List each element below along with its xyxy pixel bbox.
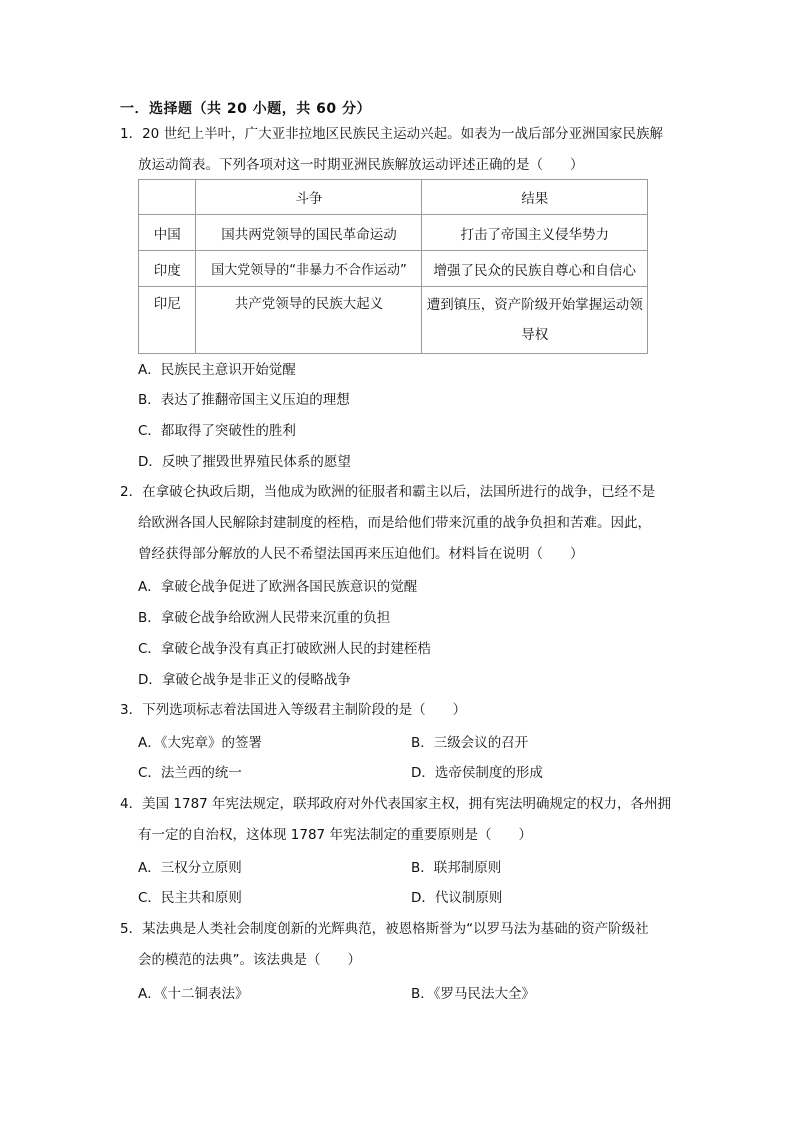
table-cell-struggle: 国大党领导的“非暴力不合作运动” [196, 251, 422, 287]
question-5-stem [120, 914, 649, 976]
option-b: B．拿破仑战争给欧洲人民带来沉重的负担 [138, 610, 391, 626]
movement-table [138, 179, 648, 354]
section-title: 一．选择题（共 20 小题，共 60 分） [120, 101, 371, 117]
table-cell-struggle: 共产党领导的民族大起义 [196, 287, 422, 354]
option-c: C．都取得了突破性的胜利 [138, 423, 296, 439]
option-d: D．代议制原则 [411, 890, 503, 906]
question-number: 1． [120, 126, 143, 142]
question-1-stem [120, 119, 663, 181]
table-header-cell [139, 180, 196, 215]
question-number: 2． [120, 484, 143, 500]
table-header-row [139, 180, 648, 215]
option-a: A．《十二铜表法》 [138, 986, 249, 1002]
question-2-stem [120, 477, 655, 570]
table-cell-result: 增强了民众的民族自尊心和自信心 [422, 251, 648, 287]
option-a: A．拿破仑战争促进了欧洲各国民族意识的觉醒 [138, 579, 418, 595]
option-b: B．表达了推翻帝国主义压迫的理想 [138, 392, 350, 408]
table-row [139, 287, 648, 354]
option-b: B．联邦制原则 [411, 860, 502, 876]
option-a: A．三权分立原则 [138, 860, 242, 876]
option-a: A．民族民主意识开始觉醒 [138, 362, 296, 378]
table-cell-country: 中国 [139, 215, 196, 251]
table-cell-country: 印尼 [139, 287, 196, 354]
table-header-cell: 斗争 [196, 180, 422, 215]
table-cell-struggle: 国共两党领导的国民革命运动 [196, 215, 422, 251]
option-c: C．拿破仑战争没有真正打破欧洲人民的封建桎梏 [138, 641, 431, 657]
question-4-stem [120, 789, 671, 851]
option-c: C．法兰西的统一 [138, 765, 242, 781]
option-d: D．反映了摧毁世界殖民体系的愿望 [138, 454, 351, 470]
stem-line: 美国 1787 年宪法规定，联邦政府对外代表国家主权，拥有宪法明确规定的权力，各州拥 [142, 796, 672, 812]
table-row [139, 215, 648, 251]
option-b: B．三级会议的召开 [411, 735, 529, 751]
stem-line: 曾经获得部分解放的人民不希望法国再来压迫他们。材料旨在说明（ ） [138, 546, 584, 562]
question-number: 4． [120, 796, 143, 812]
table-row [139, 251, 648, 287]
table-cell-country: 印度 [139, 251, 196, 287]
option-a: A．《大宪章》的签署 [138, 735, 262, 751]
table-cell-result: 遭到镇压，资产阶级开始掌握运动领导权 [422, 287, 648, 354]
option-b: B．《罗马民法大全》 [411, 986, 536, 1002]
stem-line: 下列选项标志着法国进入等级君主制阶段的是（ ） [142, 702, 467, 718]
table-cell-result: 打击了帝国主义侵华势力 [422, 215, 648, 251]
table-header-cell: 结果 [422, 180, 648, 215]
stem-line: 20 世纪上半叶，广大亚非拉地区民族民主运动兴起。如表为一战后部分亚洲国家民族解 [142, 126, 664, 142]
question-number: 5． [120, 921, 143, 937]
option-d: D．拿破仑战争是非正义的侵略战争 [138, 672, 351, 688]
stem-line: 给欧洲各国人民解除封建制度的桎梏，而是给他们带来沉重的战争负担和苦难。因此， [138, 515, 651, 531]
question-number: 3． [120, 702, 143, 718]
option-d: D．选帝侯制度的形成 [411, 765, 543, 781]
stem-line: 在拿破仑执政后期，当他成为欧洲的征服者和霸主以后，法国所进行的战争，已经不是 [142, 484, 656, 500]
stem-line: 会的模范的法典”。该法典是（ ） [138, 952, 361, 968]
stem-line: 放运动简表。下列各项对这一时期亚洲民族解放运动评述正确的是（ ） [138, 157, 584, 173]
question-3-stem [120, 695, 466, 726]
stem-line: 某法典是人类社会制度创新的光辉典范，被恩格斯誉为“以罗马法为基础的资产阶级社 [142, 921, 649, 937]
option-c: C．民主共和原则 [138, 890, 242, 906]
stem-line: 有一定的自治权，这体现 1787 年宪法制定的重要原则是（ ） [138, 827, 532, 843]
